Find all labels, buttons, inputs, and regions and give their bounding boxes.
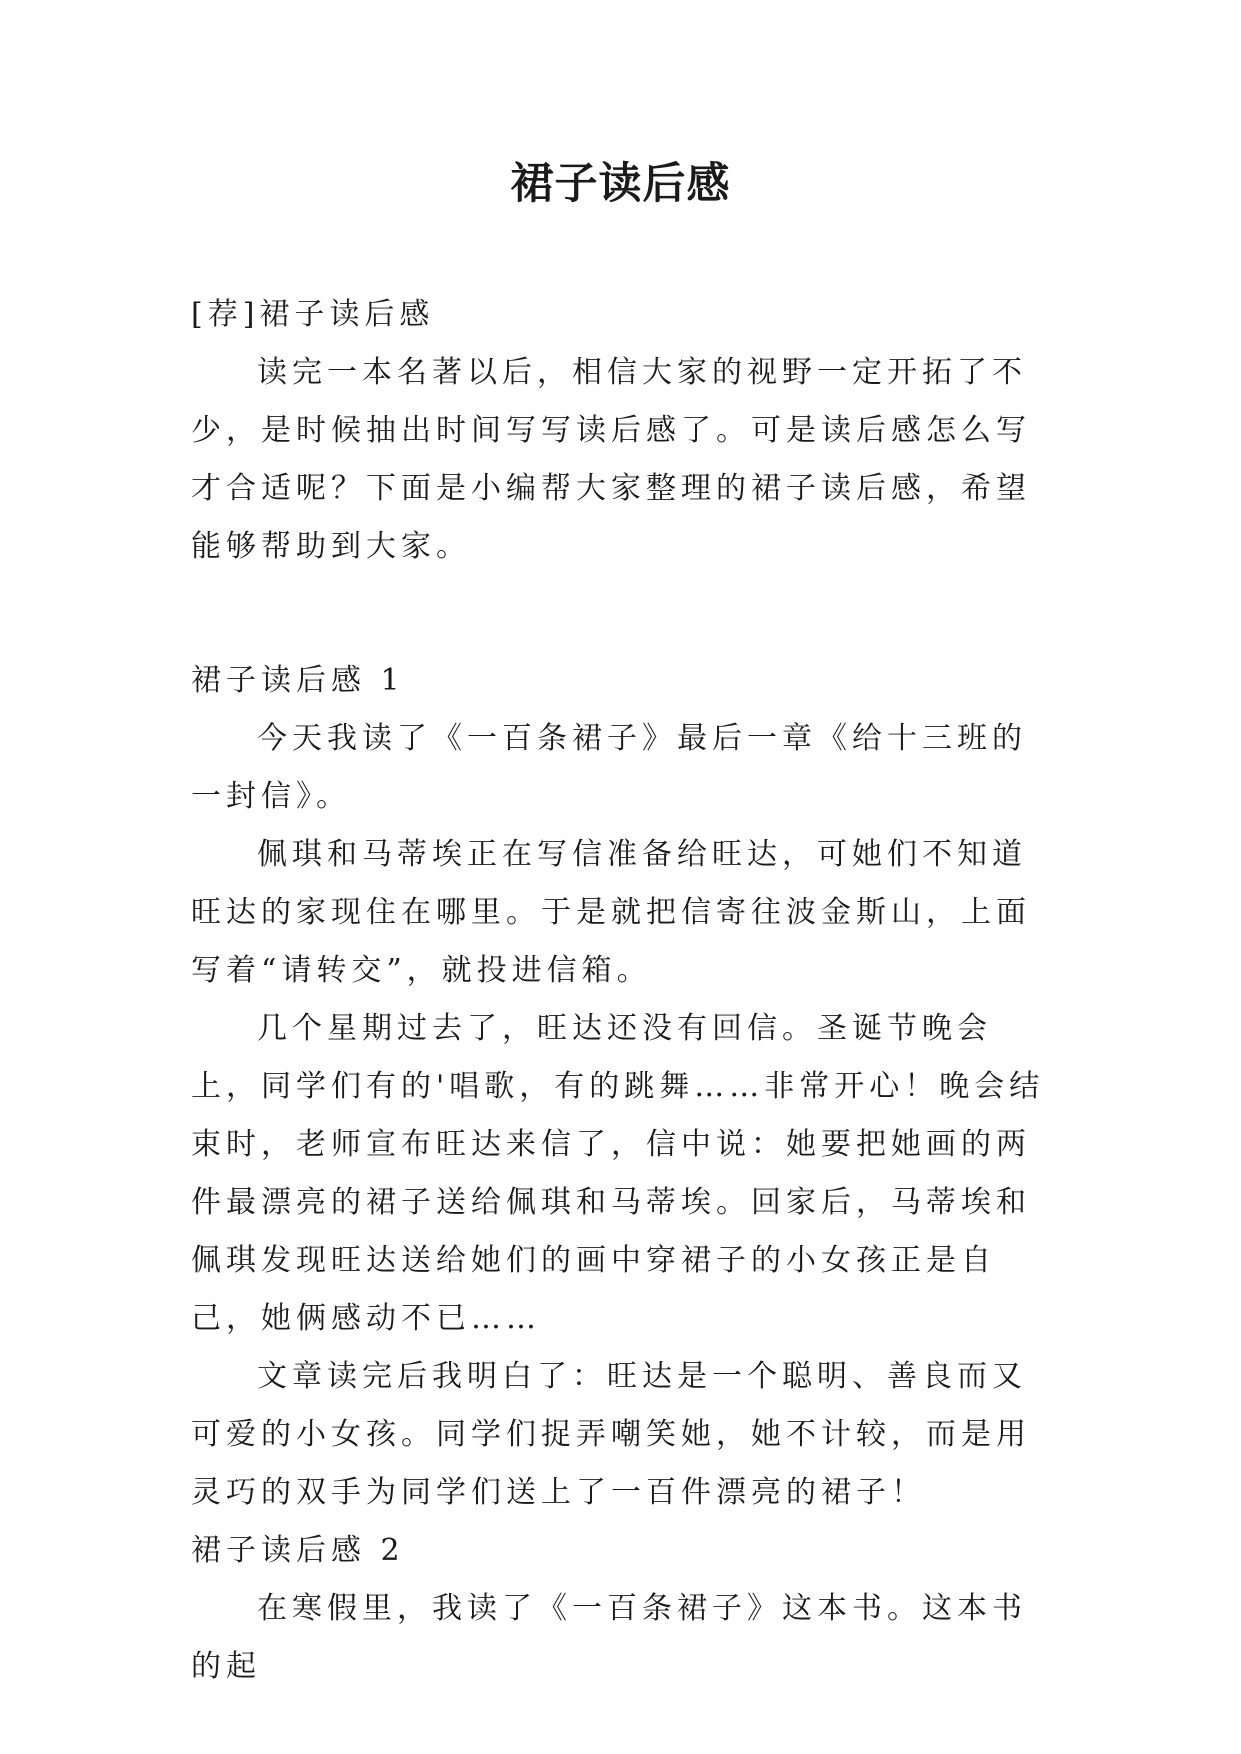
paragraph: 在寒假里，我读了《一百条裙子》这本书。这本书的起 bbox=[191, 1591, 1027, 1684]
document-title: 裙子读后感 bbox=[510, 159, 731, 209]
paragraph: 今天我读了《一百条裙子》最后一章《给十三班的一封信》。 bbox=[191, 721, 1027, 814]
intro-paragraph: 读完一本名著以后，相信大家的视野一定开拓了不少，是时候抽出时间写写读后感了。可是读后感怎么写才合适呢？下面是小编帮大家整理的裙子读后感，希望能够帮助到大家。 bbox=[191, 355, 1031, 564]
document-subtitle: [荐]裙子读后感 bbox=[191, 297, 435, 332]
section-spacer bbox=[191, 576, 1056, 652]
paragraph: 几个星期过去了，旺达还没有回信。圣诞节晚会上，同学们有的'唱歌，有的跳舞……非常开心！晚会结束时，老师宣布旺达来信了，信中说：她要把她画的两件最漂亮的裙子送给佩琪和马蒂埃。回家后，马蒂埃和佩琪发现旺达送给她们的画中穿裙子的小女孩正是自己，她俩感动不已…… bbox=[191, 1011, 1045, 1336]
paragraph: 文章读完后我明白了：旺达是一个聪明、善良而又可爱的小女孩。同学们捉弄嘲笑她，她不计较，而是用灵巧的双手为同学们送上了一百件漂亮的裙子！ bbox=[191, 1359, 1031, 1510]
paragraph: 佩琪和马蒂埃正在写信准备给旺达，可她们不知道旺达的家现住在哪里。于是就把信寄往波金斯山，上面写着“请转交”，就投进信箱。 bbox=[191, 837, 1031, 988]
section-heading: 裙子读后感 2 bbox=[191, 1533, 405, 1568]
section-heading: 裙子读后感 1 bbox=[191, 663, 405, 698]
document-body bbox=[191, 286, 1056, 1696]
